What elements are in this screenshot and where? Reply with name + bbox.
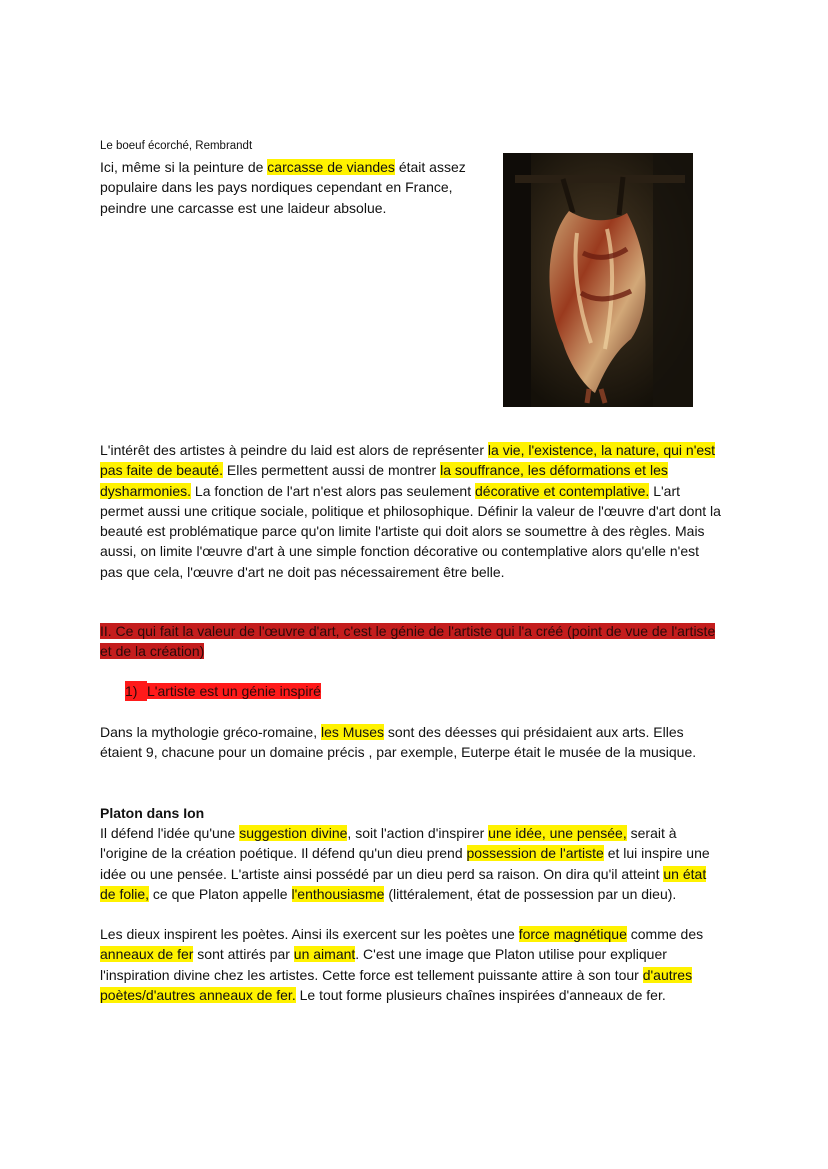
slaughtered-ox-painting-icon: [503, 153, 693, 407]
highlight: un état de folie,: [100, 865, 707, 902]
highlight: l'enthousiasme: [291, 885, 385, 902]
subsection-heading: 1) L'artiste est un génie inspiré: [125, 681, 321, 701]
highlight: force magnétique: [518, 926, 627, 942]
highlight: décorative et contemplative.: [475, 482, 650, 499]
paragraph-muses: Dans la mythologie gréco-romaine, les Muses sont des déesses qui présidaient aux arts. Elles étaient 9, chacune pour un domaine précis , par exemple, Euterpe était le musée de la musique.: [100, 724, 697, 761]
paragraph-ugliness: L'intérêt des artistes à peindre du laid est alors de représenter la vie, l'existence, la nature, qui n'est pas faite de beauté. Elles permettent aussi de montrer la souffrance, les déformations et les dysharmonies. La fonction de l'art n'est alors pas seulement décorative et contemplative. L'art permet aussi une critique sociale, politique et philosophique. Définir la valeur de l'œuvre d'art dont la beauté est problématique parce qu'on limite l'artiste qui doit alors se soumettre à des règles. Mais aussi, on limite l'œuvre d'art à une simple fonction décorative ou contemplative alors qu'elle n'est pas que cela, l'œuvre d'art ne doit pas nécessairement être belle.: [100, 442, 721, 580]
highlight: une idée, une pensée,: [488, 825, 627, 841]
highlight: possession de l'artiste: [466, 845, 604, 862]
image-caption: Le boeuf écorché, Rembrandt: [100, 140, 253, 152]
highlight: anneaux de fer: [100, 946, 194, 963]
highlight: un aimant: [293, 946, 356, 963]
paragraph-magnet: Les dieux inspirent les poètes. Ainsi ils exercent sur les poètes une force magnétique comme des anneaux de fer sont attirés par un aimant. C'est une image que Platon utilise pour expliquer l'inspiration divine chez les artistes. Cette force est tellement puissante attire à son tour d'autres poètes/d'autres anneaux de fer. Le tout forme plusieurs chaînes inspirées d'anneaux de fer.: [100, 926, 704, 1003]
highlight: les Muses: [321, 724, 385, 740]
highlight: la vie, l'existence, la nature, qui n'est pas faite de beauté.: [100, 442, 716, 479]
highlight: la souffrance, les déformations et les dysharmonies.: [100, 462, 668, 499]
highlight: suggestion divine: [239, 825, 348, 841]
paragraph-platon: Il défend l'idée qu'une suggestion divine, soit l'action d'inspirer une idée, une pensée, serait à l'origine de la création poétique. Il défend qu'un dieu prend possession de l'artiste et lui inspire une idée ou une pensée. L'artiste ainsi possédé par un dieu perd sa raison. On dira qu'il atteint un état de folie, ce que Platon appelle l'enthousiasme (littéralement, état de possession par un dieu).: [100, 825, 710, 902]
section-heading: II. Ce qui fait la valeur de l'œuvre d'art, c'est le génie de l'artiste qui l'a créé (point de vue de l'artiste et de la création): [100, 623, 716, 660]
platon-title: Platon dans Ion: [100, 805, 205, 821]
highlight: carcasse de viandes: [267, 159, 395, 175]
intro-paragraph: Ici, même si la peinture de carcasse de viandes était assez populaire dans les pays nordiques cependant en France, peindre une carcasse est une laideur absolue.: [100, 159, 466, 216]
highlight: d'autres poètes/d'autres anneaux de fer.: [100, 966, 693, 1003]
painting-image: [503, 153, 693, 407]
